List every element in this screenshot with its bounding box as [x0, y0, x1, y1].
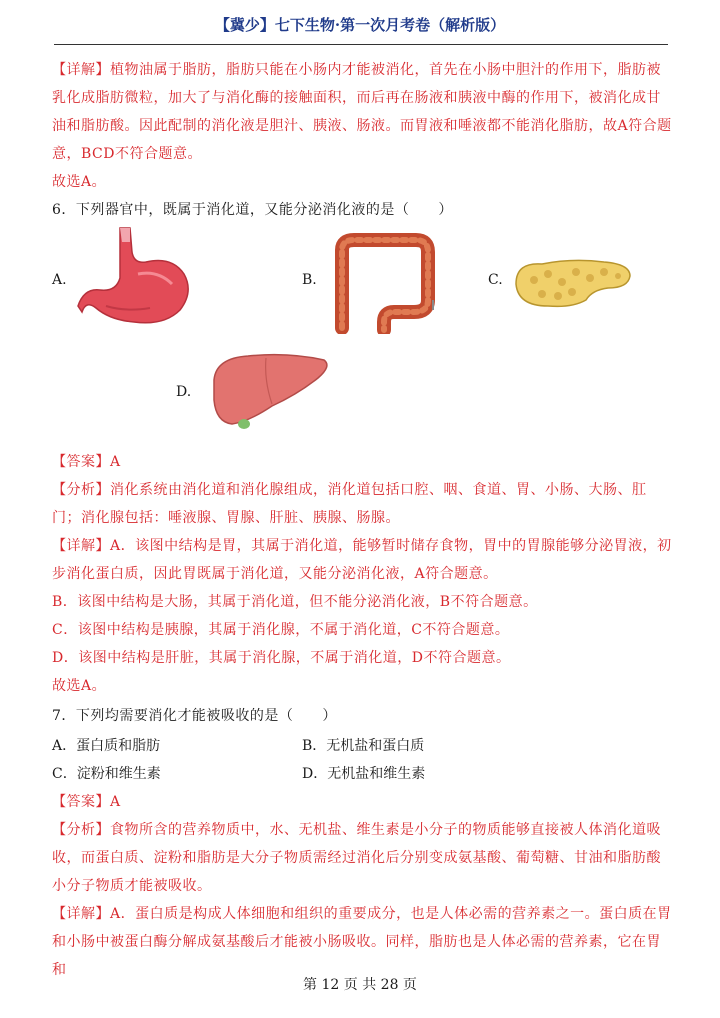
- q5-detail: 【详解】植物油属于脂肪，脂肪只能在小肠内才能被消化，首先在小肠中胆汁的作用下，脂肪被乳化成脂肪微粒，加大了与消化酶的接触面积，而后再在肠液和胰液中酶的作用下，被消化成甘油和脂肪酸。因此配制的消化液是胆汁、胰液、肠液。而胃液和唾液都不能消化脂肪，故A符合题意，BCD不符合题意。: [52, 62, 672, 162]
- q7-option-b: B．无机盐和蛋白质: [302, 738, 425, 754]
- q5-choice: 故选A。: [52, 174, 107, 190]
- large-intestine-image: [328, 230, 440, 334]
- q7-answer: 【答案】A: [52, 794, 121, 810]
- liver-image: [208, 350, 332, 432]
- q7-option-d: D．无机盐和维生素: [302, 766, 426, 782]
- page-footer: 第 12 页 共 28 页: [303, 977, 417, 993]
- header-divider: [54, 44, 668, 45]
- q7-option-a: A．蛋白质和脂肪: [52, 738, 161, 754]
- q7-analysis: 【分析】食物所含的营养物质中，水、无机盐、维生素是小分子的物质能够直接被人体消化道吸收，而蛋白质、淀粉和脂肪是大分子物质需经过消化后分别变成氨基酸、葡萄糖、甘油和脂肪酸小分子物质才能被吸收。: [52, 822, 661, 894]
- q6-option-a-label: A.: [52, 272, 67, 288]
- q7-stem: 7．下列均需要消化才能被吸收的是（ ）: [52, 708, 337, 724]
- pancreas-image: [512, 254, 634, 310]
- q6-detail-a: 【详解】A．该图中结构是胃，其属于消化道，能够暂时储存食物，胃中的胃腺能够分泌胃液，初步消化蛋白质，因此胃既属于消化道，又能分泌消化液，A符合题意。: [52, 538, 672, 582]
- q6-option-d-label: D.: [176, 384, 192, 400]
- q6-detail-b: B．该图中结构是大肠，其属于消化道，但不能分泌消化液，B不符合题意。: [52, 594, 538, 610]
- q7-option-c: C．淀粉和维生素: [52, 766, 161, 782]
- q6-detail-d: D．该图中结构是肝脏，其属于消化腺，不属于消化道，D不符合题意。: [52, 650, 511, 666]
- q6-answer: 【答案】A: [52, 454, 121, 470]
- stomach-image: [76, 222, 196, 328]
- page-header: 【冀少】七下生物·第一次月考卷（解析版）: [214, 16, 506, 34]
- q6-stem: 6．下列器官中，既属于消化道，又能分泌消化液的是（ ）: [52, 202, 453, 218]
- q6-option-b-label: B.: [302, 272, 317, 288]
- q7-detail: 【详解】A．蛋白质是构成人体细胞和组织的重要成分，也是人体必需的营养素之一。蛋白质在胃和小肠中被蛋白酶分解成氨基酸后才能被小肠吸收。同样，脂肪也是人体必需的营养素，它在胃和: [52, 906, 672, 978]
- q6-analysis: 【分析】消化系统由消化道和消化腺组成，消化道包括口腔、咽、食道、胃、小肠、大肠、肛门；消化腺包括：唾液腺、胃腺、肝脏、胰腺、肠腺。: [52, 482, 647, 526]
- q6-detail-c: C．该图中结构是胰腺，其属于消化腺，不属于消化道，C不符合题意。: [52, 622, 510, 638]
- q6-option-c-label: C.: [488, 272, 503, 288]
- q6-choice: 故选A。: [52, 678, 107, 694]
